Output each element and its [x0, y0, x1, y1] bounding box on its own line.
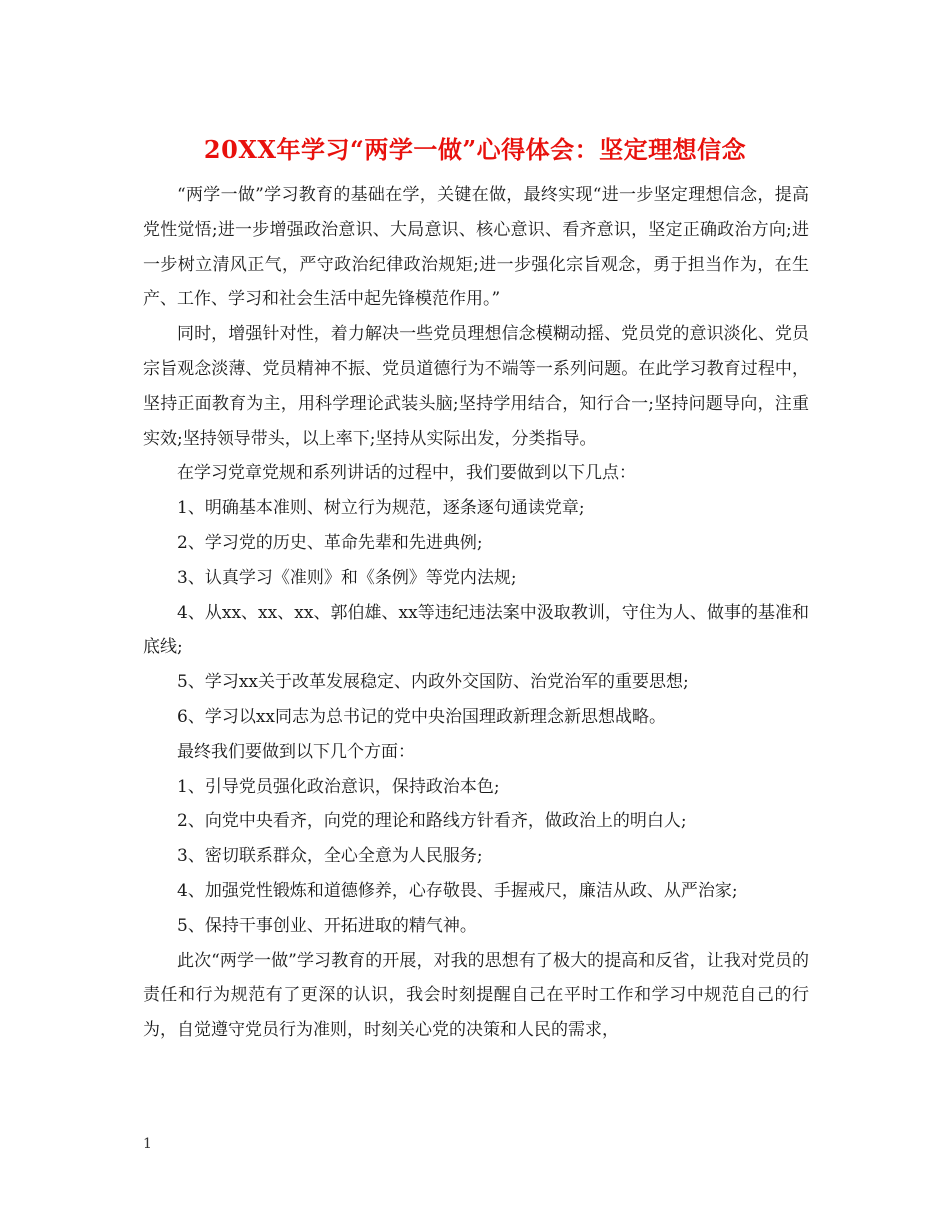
- list-item: 3、认真学习《准则》和《条例》等党内法规;: [177, 567, 517, 588]
- list-item: 4、从xx、xx、xx、郭伯雄、xx等违纪违法案中汲取教训，守住为人、做事的基准和底线;: [143, 602, 809, 658]
- page-number: 1: [143, 1136, 152, 1152]
- paragraph: 在学习党章党规和系列讲话的过程中，我们要做到以下几点：: [177, 463, 636, 484]
- list-item: 5、保持干事创业、开拓进取的精气神。: [177, 915, 477, 936]
- list-item: 2、学习党的历史、革命先辈和先进典例;: [177, 532, 483, 553]
- list-item: 5、学习xx关于改革发展稳定、内政外交国防、治党治军的重要思想;: [177, 672, 689, 693]
- document-title: 20XX年学习“两学一做”心得体会：坚定理想信念: [203, 135, 747, 164]
- list-item: 2、向党中央看齐，向党的理论和路线方针看齐，做政治上的明白人;: [177, 811, 687, 832]
- paragraph: “两学一做”学习教育的基础在学，关键在做，最终实现“进一步坚定理想信念，提高党性觉悟;进一步增强政治意识、大局意识、核心意识、看齐意识，坚定正确政治方向;进一步树立清风正气，严守政治纪律政治规矩;进一步强化宗旨观念，勇于担当作为，在生产、工作、学习和社会生活中起先锋模范作用。”: [143, 185, 809, 310]
- document-body: [143, 178, 809, 1048]
- list-item: 1、引导党员强化政治意识，保持政治本色;: [177, 776, 500, 797]
- paragraph: 最终我们要做到以下几个方面：: [177, 741, 415, 762]
- paragraph: 同时，增强针对性，着力解决一些党员理想信念模糊动摇、党员党的意识淡化、党员宗旨观念淡薄、党员精神不振、党员道德行为不端等一系列问题。在此学习教育过程中，坚持正面教育为主，用科学理论武装头脑;坚持学用结合，知行合一;坚持问题导向，注重实效;坚持领导带头，以上率下;坚持从实际出发，分类指导。: [143, 324, 809, 449]
- list-item: 6、学习以xx同志为总书记的党中央治国理政新理念新思想战略。: [177, 706, 666, 727]
- list-item: 3、密切联系群众，全心全意为人民服务;: [177, 846, 483, 867]
- list-item: 1、明确基本准则、树立行为规范，逐条逐句通读党章;: [177, 498, 585, 519]
- paragraph: 此次“两学一做”学习教育的开展，对我的思想有了极大的提高和反省，让我对党员的责任和行为规范有了更深的认识，我会时刻提醒自己在平时工作和学习中规范自己的行为，自觉遵守党员行为准则，时刻关心党的决策和人民的需求，: [143, 950, 809, 1041]
- list-item: 4、加强党性锻炼和道德修养，心存敬畏、手握戒尺，廉洁从政、从严治家;: [177, 880, 738, 901]
